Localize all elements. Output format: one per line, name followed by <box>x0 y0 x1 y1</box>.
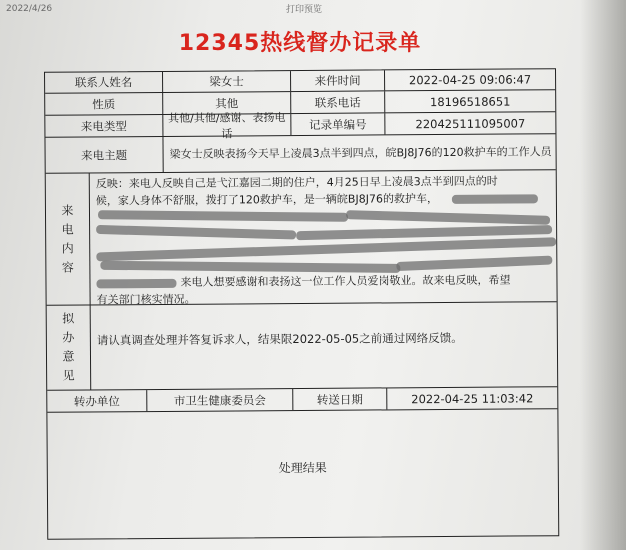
print-preview-label: 打印预览 <box>286 5 323 15</box>
label-call-type: 来电类型 <box>45 115 163 137</box>
label-call-subject: 来电主题 <box>45 137 163 173</box>
label-transfer-unit: 转办单位 <box>47 390 147 412</box>
value-transfer-date: 2022-04-25 11:03:42 <box>411 390 534 406</box>
value-nature: 其他 <box>163 92 291 114</box>
processing-result-label: 处理结果 <box>278 460 327 476</box>
content-line-2: 候，家人身体不舒服，拨打了120救护车，是一辆皖BJ8J76的救护车， <box>96 190 550 210</box>
row-call-subject <box>45 134 555 174</box>
row-transfer <box>47 387 557 413</box>
value-call-subject: 梁女士反映表扬今天早上凌晨3点半到四点，皖BJ8J76的120救护车的工作人员 <box>169 145 552 161</box>
proposed-opinion-text: 请认真调查处理并答复诉求人，结果限2022-05-05之前通过网络反馈。 <box>96 330 463 348</box>
print-date: 2022/4/26 <box>6 4 53 14</box>
redaction-mark <box>296 225 552 240</box>
label-transfer-date: 转送日期 <box>293 388 387 410</box>
label-phone: 联系电话 <box>291 91 385 113</box>
row-call-content <box>46 170 557 306</box>
document-title: 12345热线督办记录单 <box>178 31 422 56</box>
redaction-mark <box>98 210 348 222</box>
call-content-text <box>90 170 557 304</box>
content-line-7: 来电人想要感谢和表扬这一位工作人员爱岗敬业。故来电反映，希望 <box>96 272 550 292</box>
page-shadow <box>580 0 626 550</box>
redaction-mark <box>396 255 552 271</box>
label-record-number: 记录单编号 <box>291 113 385 135</box>
record-table <box>44 68 559 540</box>
value-call-type: 其他/其他/感谢、表扬电话 <box>163 114 291 136</box>
value-transfer-unit: 市卫生健康委员会 <box>147 389 293 411</box>
label-proposed-opinion: 拟 办 意 见 <box>47 305 92 389</box>
label-received-time: 来件时间 <box>291 70 385 91</box>
value-received-time: 2022-04-25 09:06:47 <box>408 72 532 88</box>
value-contact-name: 梁女士 <box>163 71 291 92</box>
content-line-1: 反映：来电人反映自己是弋江嘉园二期的住户，4月25日早上凌晨3点半到四点的时 <box>95 174 498 191</box>
content-line-8: 有关部门核实情况。 <box>96 292 196 306</box>
label-contact-name: 联系人姓名 <box>45 72 163 93</box>
value-phone: 18196518651 <box>429 94 511 109</box>
redaction-mark <box>100 260 400 272</box>
redaction-mark <box>452 194 538 204</box>
label-call-content: 来 电 内 容 <box>46 173 91 304</box>
redaction-mark <box>96 224 296 239</box>
label-nature: 性质 <box>45 93 163 115</box>
row-proposed-opinion <box>47 302 558 391</box>
value-record-number: 220425111095007 <box>415 115 526 131</box>
redaction-mark <box>96 279 176 289</box>
